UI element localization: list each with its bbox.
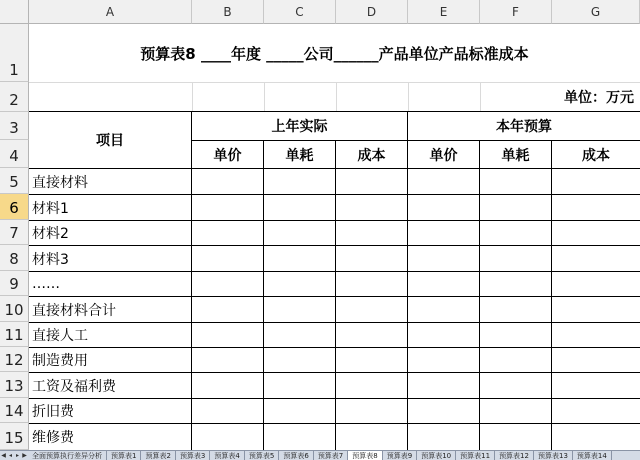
sheet-tab[interactable]: 全面预算执行差异分析 [28, 451, 107, 460]
sheet-tab[interactable]: 预算表7 [314, 451, 348, 460]
table-border [335, 140, 336, 450]
first-sheet-icon[interactable]: ◀ [1, 452, 6, 459]
sheet-tab[interactable]: 预算表2 [141, 451, 175, 460]
column-header-a[interactable]: A [29, 0, 192, 24]
item-cell[interactable]: 材料2 [32, 226, 69, 242]
row-header-13[interactable]: 13 [0, 372, 29, 398]
sheet-tab-bar [0, 450, 640, 460]
next-sheet-icon[interactable]: ▸ [15, 452, 19, 459]
column-header-c[interactable]: C [264, 0, 336, 24]
unit-price-header[interactable]: 单价 [213, 147, 242, 164]
column-header-d[interactable]: D [336, 0, 408, 24]
row-header-7[interactable]: 7 [0, 220, 29, 245]
sheet-tab[interactable]: 预算表9 [383, 451, 417, 460]
sheet-tab[interactable]: 预算表13 [534, 451, 573, 460]
prev-sheet-icon[interactable]: ◂ [8, 452, 12, 459]
row-header-15[interactable]: 15 [0, 423, 29, 450]
item-cell[interactable]: 直接材料合计 [32, 302, 116, 319]
this-year-budget-header[interactable]: 本年预算 [496, 119, 552, 135]
last-sheet-icon[interactable]: ▶ [22, 452, 27, 459]
row-header-11[interactable]: 11 [0, 322, 29, 347]
column-header-g[interactable]: G [552, 0, 640, 24]
sheet-tab[interactable]: 预算表10 [417, 451, 456, 460]
item-cell[interactable]: 材料3 [32, 251, 69, 268]
row-header-12[interactable]: 12 [0, 347, 29, 372]
sheet-tab[interactable]: 预算表6 [279, 451, 313, 460]
row-header-1[interactable]: 1 [0, 24, 29, 82]
sheet-tab[interactable]: 预算表1 [107, 451, 141, 460]
column-header-f[interactable]: F [480, 0, 552, 24]
table-border [263, 140, 264, 450]
row-header-8[interactable]: 8 [0, 245, 29, 271]
row-header-2[interactable]: 2 [0, 82, 29, 112]
row-header-3[interactable]: 3 [0, 112, 29, 140]
table-border [479, 140, 480, 450]
last-year-actual-header[interactable]: 上年实际 [271, 119, 328, 135]
sheet-tab[interactable]: 预算表14 [573, 451, 612, 460]
sheet-tab[interactable]: 预算表12 [495, 451, 534, 460]
item-cell[interactable]: 直接人工 [32, 328, 88, 344]
sheet-title[interactable]: 预算表8 ____年度 _____公司______产品单位产品标准成本 [140, 44, 529, 63]
item-cell[interactable]: 直接材料 [32, 174, 88, 191]
sheet-tab[interactable]: 预算表3 [176, 451, 210, 460]
table-border [551, 140, 552, 450]
unit-price-header[interactable]: 单价 [429, 147, 458, 164]
column-header-b[interactable]: B [192, 0, 264, 24]
row-header-5[interactable]: 5 [0, 168, 29, 194]
item-cell[interactable]: …… [32, 276, 60, 292]
item-cell[interactable]: 折旧费 [32, 404, 74, 420]
unit-consumption-header[interactable]: 单耗 [501, 147, 530, 164]
sheet-tab-active[interactable]: 预算表8 [348, 451, 382, 460]
row-header-4[interactable]: 4 [0, 140, 29, 168]
sheet-tab[interactable]: 预算表11 [456, 451, 495, 460]
item-cell[interactable]: 制造费用 [32, 353, 88, 369]
item-cell[interactable]: 工资及福利费 [32, 378, 116, 395]
column-header-e[interactable]: E [408, 0, 480, 24]
item-cell[interactable]: 材料1 [32, 200, 69, 217]
sheet-tab[interactable]: 预算表4 [210, 451, 244, 460]
row-header-14[interactable]: 14 [0, 398, 29, 423]
unit-label[interactable]: 单位：万元 [564, 90, 634, 106]
cost-header[interactable]: 成本 [582, 147, 610, 164]
sheet-tab[interactable]: 预算表5 [245, 451, 279, 460]
item-header[interactable]: 项目 [96, 133, 124, 149]
row-header-10[interactable]: 10 [0, 296, 29, 322]
row-header-9[interactable]: 9 [0, 271, 29, 296]
row-header-6[interactable]: 6 [0, 194, 29, 220]
cost-header[interactable]: 成本 [357, 147, 386, 164]
item-cell[interactable]: 维修费 [32, 430, 74, 446]
unit-consumption-header[interactable]: 单耗 [285, 147, 314, 164]
select-all-corner[interactable] [0, 0, 29, 24]
